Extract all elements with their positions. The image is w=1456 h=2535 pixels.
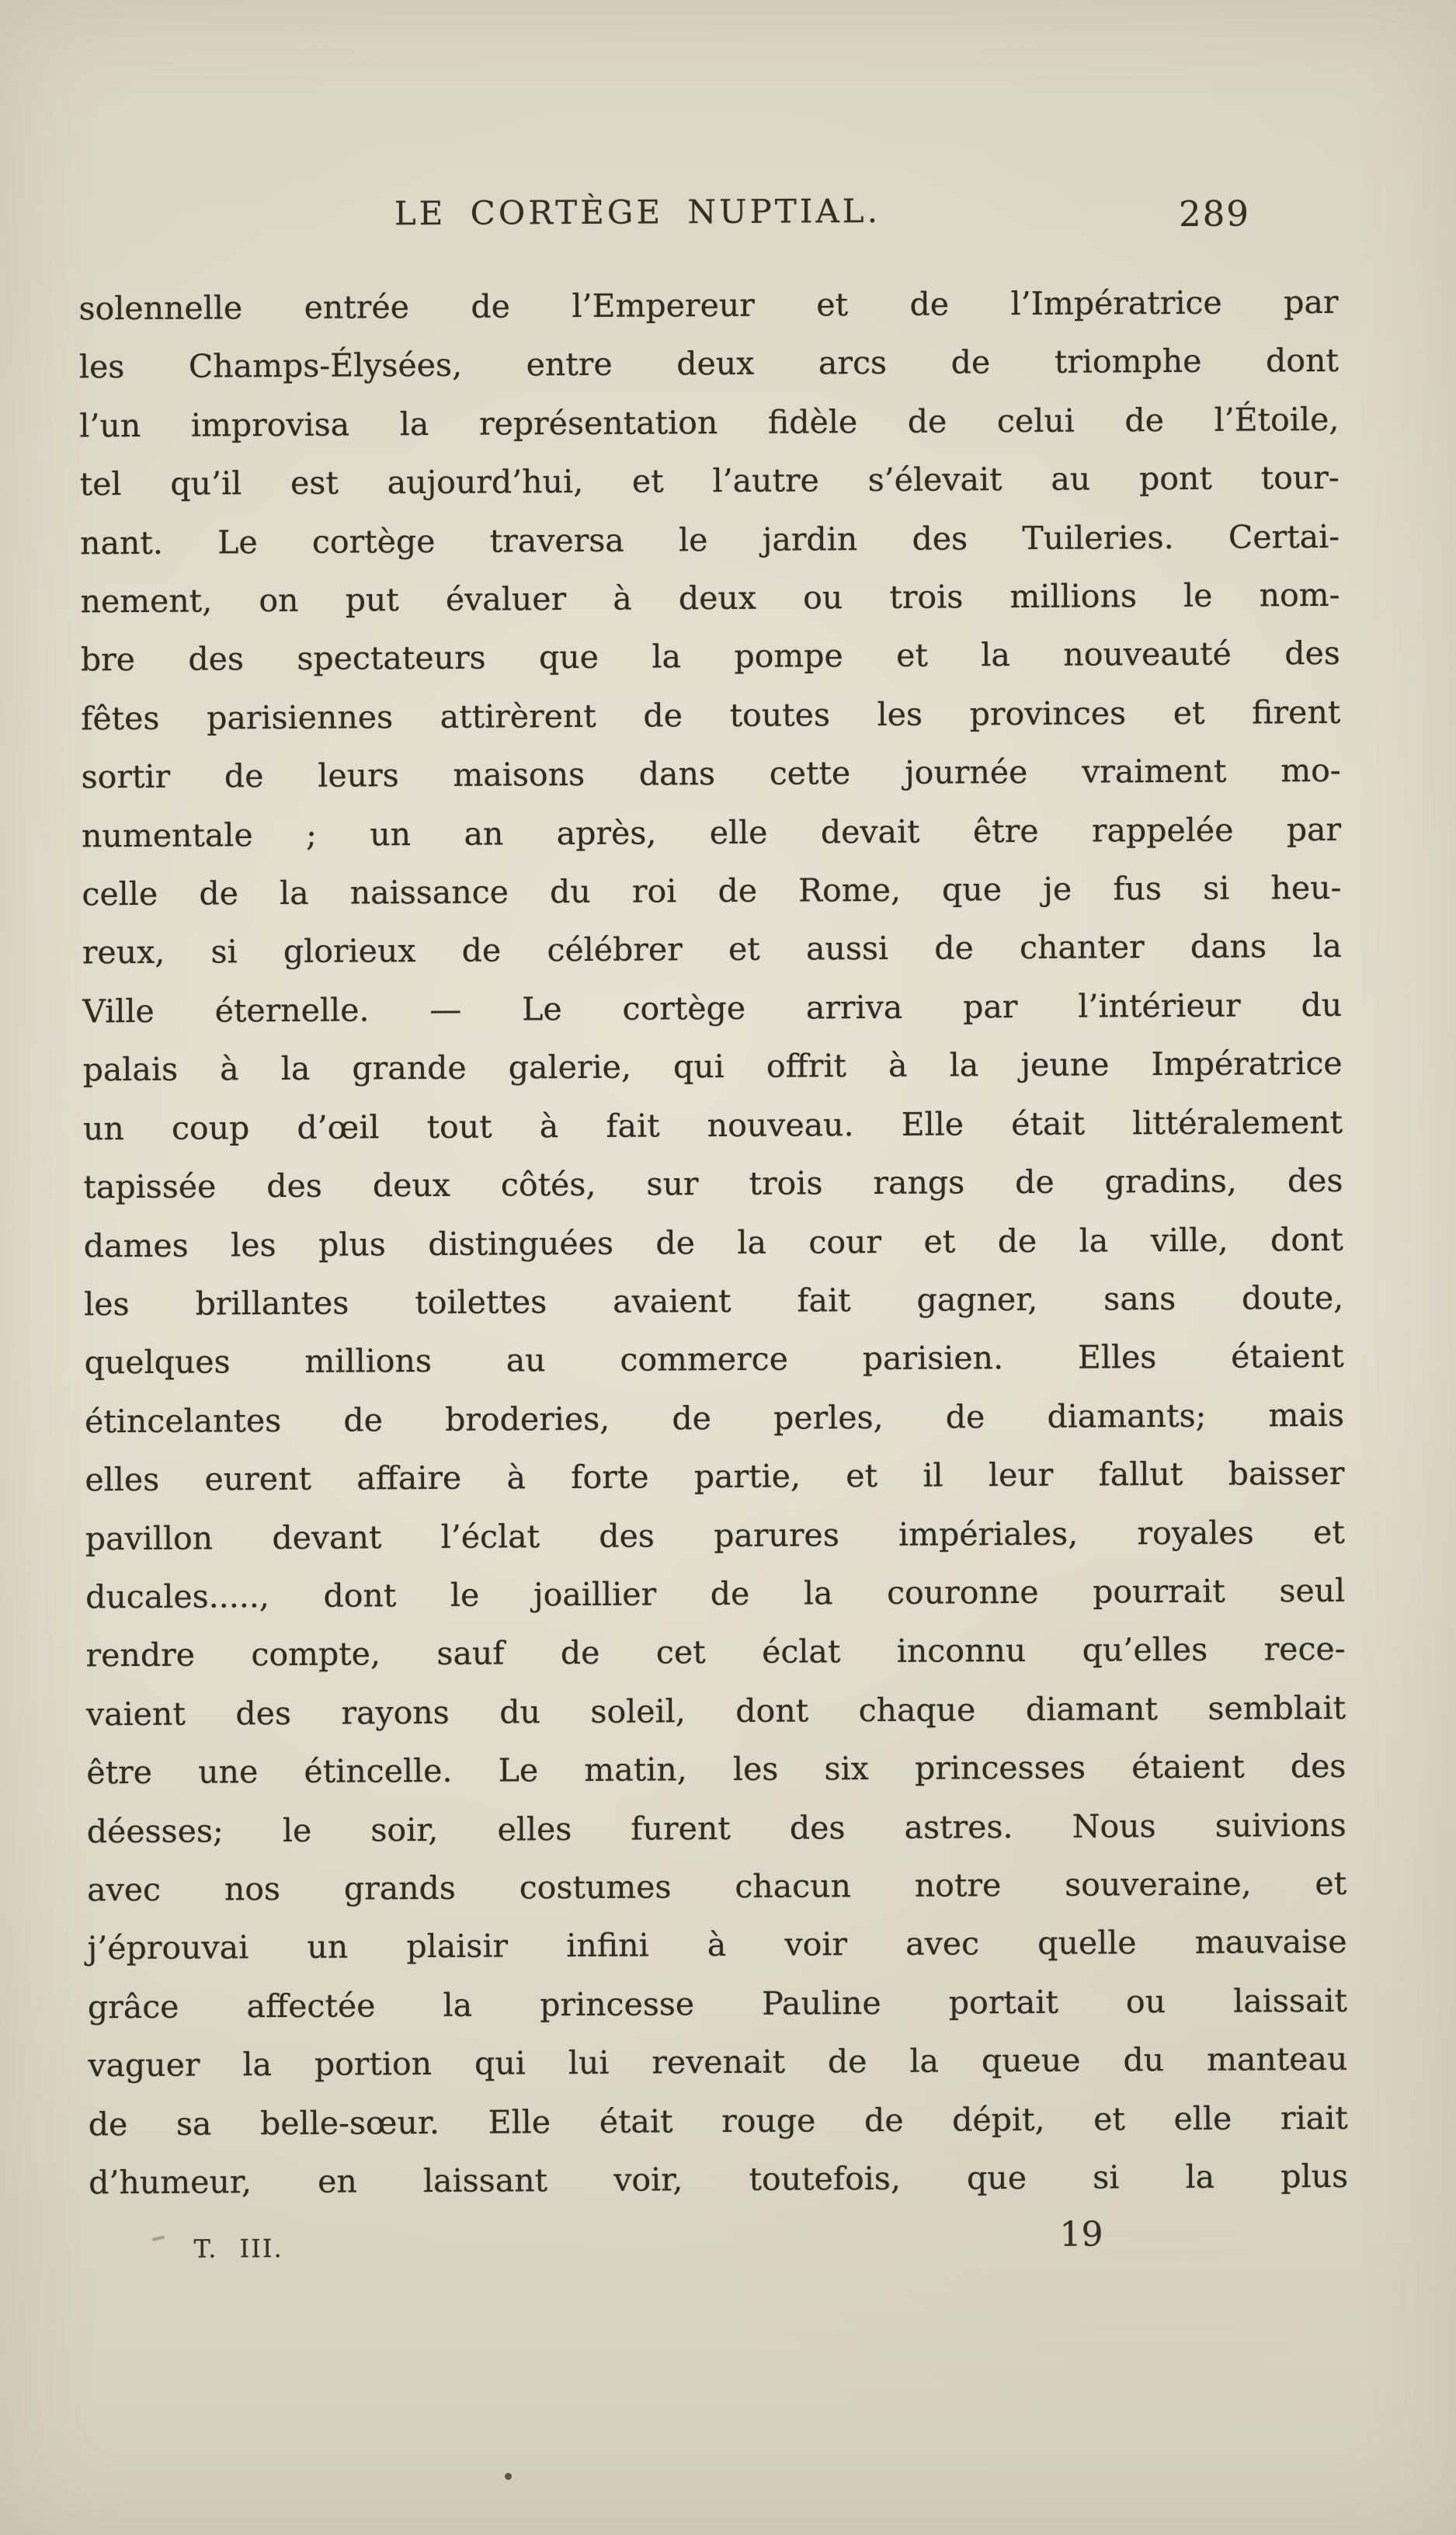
text-line: sortir de leurs maisons dans cette journée vraiment mo- bbox=[81, 752, 1341, 796]
text-line: j’éprouvai un plaisir infini à voir avec quelle mauvaise bbox=[87, 1923, 1347, 1967]
text-line: Ville éternelle. — Le cortège arriva par l’intérieur du bbox=[82, 986, 1343, 1031]
text-line: nant. Le cortège traversa le jardin des Tuileries. Certai- bbox=[79, 517, 1340, 562]
text-line: fêtes parisiennes attirèrent de toutes les provinces et firent bbox=[81, 693, 1341, 738]
text-line: celle de la naissance du roi de Rome, que je fus si heu- bbox=[82, 868, 1342, 913]
text-line: étincelantes de broderies, de perles, de diamants; mais bbox=[84, 1396, 1345, 1441]
text-line: nement, on put évaluer à deux ou trois millions le nom- bbox=[80, 576, 1340, 621]
text-line: dames les plus distinguées de la cour et de la ville, dont bbox=[83, 1220, 1343, 1264]
text-line: déesses; le soir, elles furent des astres. Nous suivions bbox=[86, 1806, 1347, 1850]
text-line: les Champs-Élysées, entre deux arcs de triomphe dont bbox=[78, 342, 1340, 386]
text-line: pavillon devant l’éclat des parures impériales, royales et bbox=[85, 1513, 1345, 1557]
text-line: tapissée des deux côtés, sur trois rangs de gradins, des bbox=[83, 1161, 1343, 1206]
signature-number: 19 bbox=[1059, 2214, 1103, 2255]
text-line: palais à la grande galerie, qui offrit à la jeune Impératrice bbox=[82, 1045, 1343, 1089]
text-line: reux, si glorieux de célébrer et aussi de chanter dans la bbox=[82, 927, 1342, 972]
text-line: tel qu’il est aujourd’hui, et l’autre s’élevait au pont tour- bbox=[79, 459, 1340, 503]
text-line: bre des spectateurs que la pompe et la nouveauté des bbox=[80, 635, 1340, 679]
text-line: vaient des rayons du soleil, dont chaque diamant semblait bbox=[85, 1688, 1347, 1733]
text-line: avec nos grands costumes chacun notre souveraine, et bbox=[87, 1864, 1347, 1909]
text-line: quelques millions au commerce parisien. Elles étaient bbox=[84, 1337, 1344, 1382]
text-line: solennelle entrée de l’Empereur et de l’Impératrice par bbox=[78, 283, 1339, 328]
ink-speck bbox=[505, 2473, 512, 2480]
text-line: rendre compte, sauf de cet éclat inconnu qu’elles rece- bbox=[85, 1630, 1346, 1674]
page-number: 289 bbox=[1178, 193, 1251, 235]
text-line: vaguer la portion qui lui revenait de la queue du manteau bbox=[88, 2040, 1348, 2085]
text-line: l’un improvisa la représentation fidèle de celui de l’Étoile, bbox=[79, 400, 1340, 445]
text-line: être une étincelle. Le matin, les six princesses étaient des bbox=[86, 1747, 1347, 1792]
text-line: grâce affectée la princesse Pauline portait ou laissait bbox=[87, 1981, 1348, 2026]
text-line: d’humeur, en laissant voir, toutefois, que si la plus bbox=[89, 2157, 1349, 2202]
volume-label: T. III. bbox=[193, 2234, 283, 2264]
text-line: ducales....., dont le joaillier de la couronne pourrait seul bbox=[85, 1571, 1346, 1616]
text-line: les brillantes toilettes avaient fait gagner, sans doute, bbox=[84, 1278, 1344, 1323]
text-line: numentale ; un an après, elle devait être rappelée par bbox=[81, 810, 1342, 855]
text-line: un coup d’œil tout à fait nouveau. Elle était littéralement bbox=[82, 1103, 1343, 1148]
body-text bbox=[78, 273, 1348, 2213]
running-head-title: LE CORTÈGE NUPTIAL. bbox=[394, 191, 881, 233]
text-line: de sa belle-sœur. Elle était rouge de dépit, et elle riait bbox=[88, 2099, 1348, 2143]
text-line: elles eurent affaire à forte partie, et il leur fallut baisser bbox=[85, 1454, 1345, 1499]
